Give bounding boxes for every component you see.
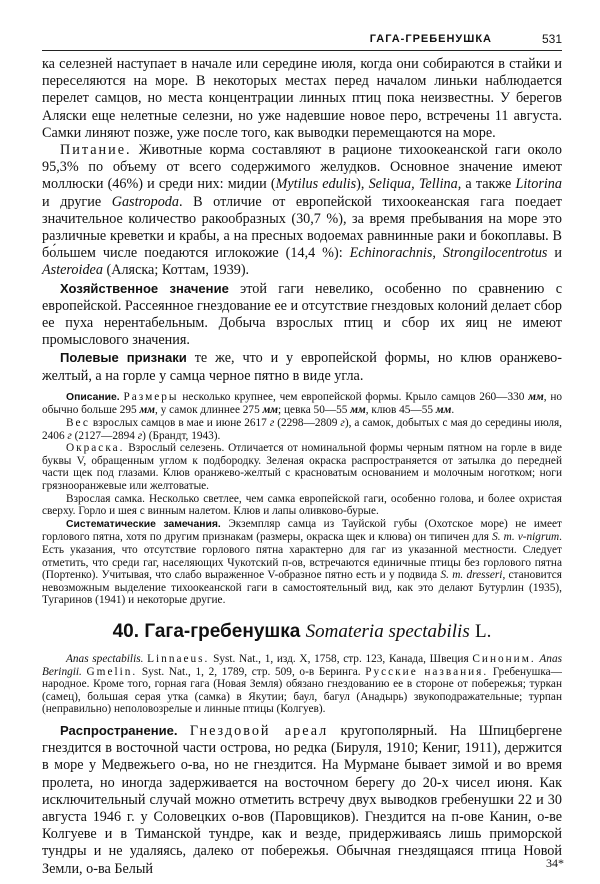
synonym-anas-spectabilis: Anas spectabilis. [66, 652, 144, 665]
weight-text-4: (2127—2894 [71, 429, 138, 442]
coloration-text: Взрослый селезень. Отличается от номинальной формы черным пятном на горле в виде буквы V, обращенным углом к подбородку. Зеленая окраска распространяется от затылка до передней части щек под глазами. Клюв оранжево-желтый с красноватым основанием и молочным ноготком; ноги грязнооранжевые или желтоватые. [42, 442, 562, 493]
author-linnaeus: Linnaeus. [147, 652, 210, 665]
distribution-range: Гнездовой ареал [189, 722, 329, 739]
field-marks-lead: Полевые признаки [60, 350, 187, 366]
diet-text: Животные корма составляют в рационе тихоокеанской гаги около 95,3% по объему от всего содержимого желудков. Основное значение имеют моллюски (46%) и среди них: мидии ( [42, 142, 562, 193]
species-litorina: Litorina [515, 176, 562, 193]
signature-mark: 34* [546, 856, 564, 870]
description-text-6: . [451, 404, 455, 417]
paragraph-weight [42, 417, 562, 442]
species-gastropoda: Gastropoda [111, 193, 179, 210]
body-text [42, 56, 562, 878]
unit-mm: мм [435, 404, 452, 417]
species-seliqua: Seliqua, Tellina [368, 176, 458, 193]
species-echinorachnis: Echinorachnis, Strongilocentrotus [349, 245, 548, 262]
description-text-5: , клюв 45—55 [365, 404, 436, 417]
economic-text: этой гаги невелико, особенно по сравнению с европейской. Рассеянное гнездование ее и отсутствие гнездовых колоний делает сбор ее пуха нерентабельным. Добыча взрослых птиц и сбор их яиц не имеют промыслового значения. [42, 280, 563, 349]
description-lead: Описание. [66, 391, 120, 403]
diet-text-3: , а также [457, 176, 516, 193]
description-text: несколько крупнее, чем европейской формы. Крыло самцов 260—330 [178, 390, 529, 403]
section-name: Гага-гребенушка [144, 620, 301, 642]
diet-lead: Питание. [60, 142, 132, 159]
diet-text-7: (Аляска; Коттам, 1939). [102, 262, 250, 279]
russian-names-lead: Русские названия. [365, 665, 489, 678]
description-text-4: ; цевка 50—55 [278, 404, 351, 417]
paragraph-diet [42, 142, 562, 280]
weight-text-2: (2298—2809 [274, 417, 341, 430]
section-number: 40. [112, 620, 140, 642]
economic-lead: Хозяйственное значение [60, 280, 229, 296]
synonym-text-2: Syst. Nat., 1, 2, 1789, стр. 509, о-в Беринга. [137, 665, 361, 678]
unit-g: г [67, 429, 72, 442]
description-sizes: Размеры [123, 390, 179, 403]
unit-g: г [340, 417, 345, 430]
systematics-text: Экземпляр самца из Тауйской губы (Охотское море) не имеет горлового пятна, хотя по другим признакам (размеры, окраска щек и клюва) он типичен для [42, 517, 562, 544]
weight-text-3: ), а самок, добытых с мая до середины июля, 2406 [42, 417, 563, 442]
diet-text-5: . В отличие от европейской тихоокеанская гага поедает значительное количество ракообразных (30,7 %), за время пребывания на море это различные креветки и крабы, а на пресных водоемах равнинные раки и бокоплавы. В бо́льшем числе поедаются иглокожие (14,4 %): [42, 193, 562, 262]
running-header [42, 30, 562, 51]
diet-text-2: ), [356, 176, 369, 193]
coloration-lead: Окраска. [66, 442, 125, 455]
description-text-3: , у самок длиннее 275 [155, 404, 263, 417]
diet-text-4: и другие [42, 193, 112, 210]
species-dresseri: S. m. dresseri [440, 569, 503, 582]
distribution-lead: Распространение. [60, 722, 178, 738]
running-title: ГАГА-ГРЕБЕНУШКА [369, 33, 492, 45]
unit-g: г [269, 417, 275, 430]
weight-lead: Вес [66, 417, 90, 430]
systematics-lead: Систематические замечания. [66, 518, 221, 530]
description-text-2: , но обычно больше 295 [42, 390, 563, 417]
unit-mm: мм [528, 390, 544, 403]
paragraph-molt: ка селезней наступает в начале или середине июля, когда они собираются в стайки и переселяются на море. В некоторых местах перед началом линьки наблюдается перелет самцов, но места концентрации линных птиц пока неизвестны. У берегов Аляски еще нелетные селезни, но уже надевшие новое перо, встречены 11 августа. Самки линяют позже, уже после того, как выводки перемещаются на море. [42, 56, 562, 141]
diet-text-6: и [547, 245, 563, 262]
author-gmelin: Gmelin. [86, 665, 138, 678]
unit-g: г [137, 429, 143, 442]
synonym-text-1: Syst. Nat., 1, изд. X, 1758, стр. 123, Канада, Швеция [209, 652, 469, 665]
paragraph-female: Взрослая самка. Несколько светлее, чем самка европейской гаги, особенно голова, и более охристая сверху. Горло и шея с винным налетом. Клюв и лапы оливково-бурые. [42, 492, 562, 518]
page-number: 531 [541, 32, 562, 46]
weight-text-5: ) (Брандт, 1943). [142, 429, 221, 442]
species-asteroidea: Asteroidea [42, 262, 103, 279]
unit-mm: мм [350, 404, 366, 417]
synonym-anas-beringii: Anas Beringii. [42, 652, 563, 678]
paragraph-coloration [42, 442, 562, 492]
section-latin-name: Somateria spectabilis [305, 620, 470, 642]
paragraph-description [42, 391, 562, 417]
weight-text: взрослых самцов в мае и июне 2617 [89, 417, 270, 430]
unit-mm: мм [139, 404, 156, 417]
synonym-lead: Синоним. [472, 652, 536, 665]
russian-names-text: Гребенушка—народное. Кроме того, горная гага (Новая Земля) обязано гнездованию ее в стороне от побережья; туркан (самец), большая серая утка (самка) в Якутии; баул, багул (Анадырь) звукоподражательные; турпан (неправильно) неполовозрелые и линные птицы (Колгуев). [42, 665, 562, 716]
paragraph-economic [42, 280, 562, 350]
systematics-text-2: . Есть указания, что отсутствие горлового пятна характерно для гаг из указанной местности. Следует отметить, что среди гаг, населяющих Чукотский п-ов, встречаются единичные птицы без горлового пятна (Портенко). Учитывая, что слабо выраженное V-образное пятно есть и у подвида [42, 531, 562, 582]
species-v-nigrum: S. m. v-nigrum [492, 531, 560, 544]
species-mytilus: Mytilus edulis [275, 176, 357, 193]
paragraph-distribution [42, 722, 562, 878]
paragraph-systematics [42, 518, 562, 607]
paragraph-field-marks [42, 349, 562, 384]
section-heading [42, 621, 562, 643]
field-marks-text: те же, что и у европейской формы, но клюв оранжево-желтый, а на горле у самца черное пятно в виде угла. [42, 350, 563, 384]
distribution-text: кругополярный. На Шпицбергене гнездится в восточной части острова, но редка (Бируля, 1910; Кениг, 1911), держится в море у Медвежьего о-ва, но не гнездится. На Мурмане бывает зимой и во время пролета, но иногда задерживается на восточном берегу до 20-х чисел июня. Как исключительный случай можно отметить встречу двух выводков гребенушки 22 и 30 августа 1946 г. у Соловецких о-вов (Паровщиков). Гнездится на п-ове Канин, о-ве Колгуеве и в Тиманской тундре, как и везде, придерживаясь лишь приморской тундры и не удаляясь, далеко от побережья. Обычная гнездящаяся птица Новой Земли, о-ва Белый [42, 722, 562, 877]
unit-mm: мм [262, 404, 279, 417]
page [42, 30, 562, 878]
paragraph-synonyms [42, 653, 562, 716]
systematics-text-3: , становится невозможным выделение тихоокеанской гаги в самостоятельный вид, как это делают Бутурлин (1935), Тугаринов (1941) и некоторые другие. [42, 569, 562, 607]
section-author: L. [475, 620, 492, 642]
